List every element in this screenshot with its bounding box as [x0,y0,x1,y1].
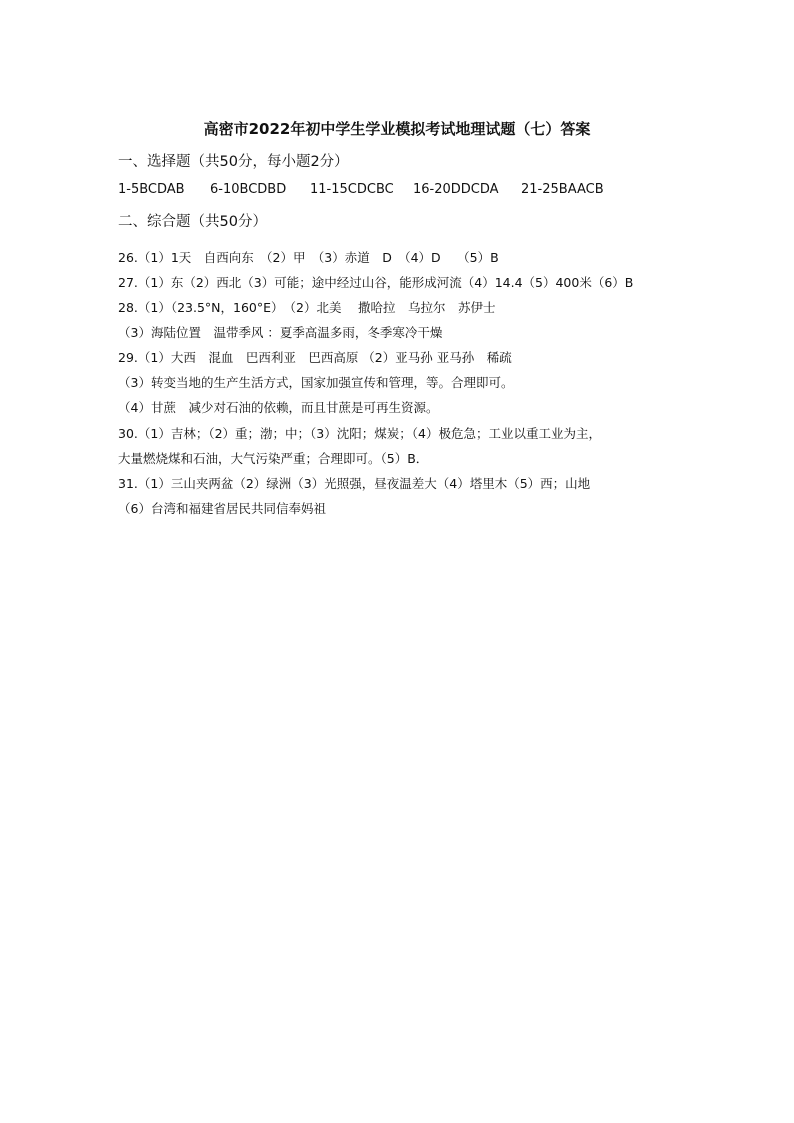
choice-answer-group: 11-15CDCBC [310,182,394,197]
section-heading-choice: 一、选择题（共50分，每小题2分） [118,154,349,170]
answer-line: 30.（1）吉林；（2）重；渤；中；（3）沈阳；煤炭；（4）极危急；工业以重工业为主， [118,426,601,441]
answer-line: 29.（1）大西 混血 巴西利亚 巴西高原 （2）亚马孙 亚马孙 稀疏 [118,350,512,365]
answer-line: 大量燃烧煤和石油，大气污染严重；合理即可。（5）B． [118,451,429,466]
answer-line: （3）海陆位置 温带季风 ：夏季高温多雨，冬季寒冷干燥 [118,325,443,340]
choice-answer-group: 21-25BAACB [521,182,604,197]
answer-line: （3）转变当地的生产生活方式，国家加强宣传和管理，等。合理即可。 [118,375,514,390]
answer-line: 28.（1）（23.5°N，160°E） （2）北美 撒哈拉 乌拉尔 苏伊士 [118,300,496,315]
answer-line: 31.（1）三山夹两盆（2）绿洲（3）光照强，昼夜温差大（4）塔里木（5）西；山地 [118,476,591,491]
answer-line: （4）甘蔗 减少对石油的依赖，而且甘蔗是可再生资源。 [118,400,439,415]
answer-line: （6）台湾和福建省居民共同信奉妈祖 [118,501,326,516]
answer-line: 27.（1）东（2）西北（3）可能；途中经过山谷，能形成河流（4）14.4（5）400米（6）B [118,275,634,290]
choice-answer-group: 1-5BCDAB [118,182,185,197]
answer-line: 26.（1）1天 自西向东 （2）甲 （3）赤道 D （4）D （5）B [118,250,499,265]
choice-answer-group: 16-20DDCDA [413,182,499,197]
section-heading-comprehensive: 二、综合题（共50分） [118,214,267,230]
choice-answer-group: 6-10BCDBD [210,182,287,197]
choice-answers-row [118,182,604,197]
document-title: 高密市2022年初中学生学业模拟考试地理试题（七）答案 [203,120,591,138]
